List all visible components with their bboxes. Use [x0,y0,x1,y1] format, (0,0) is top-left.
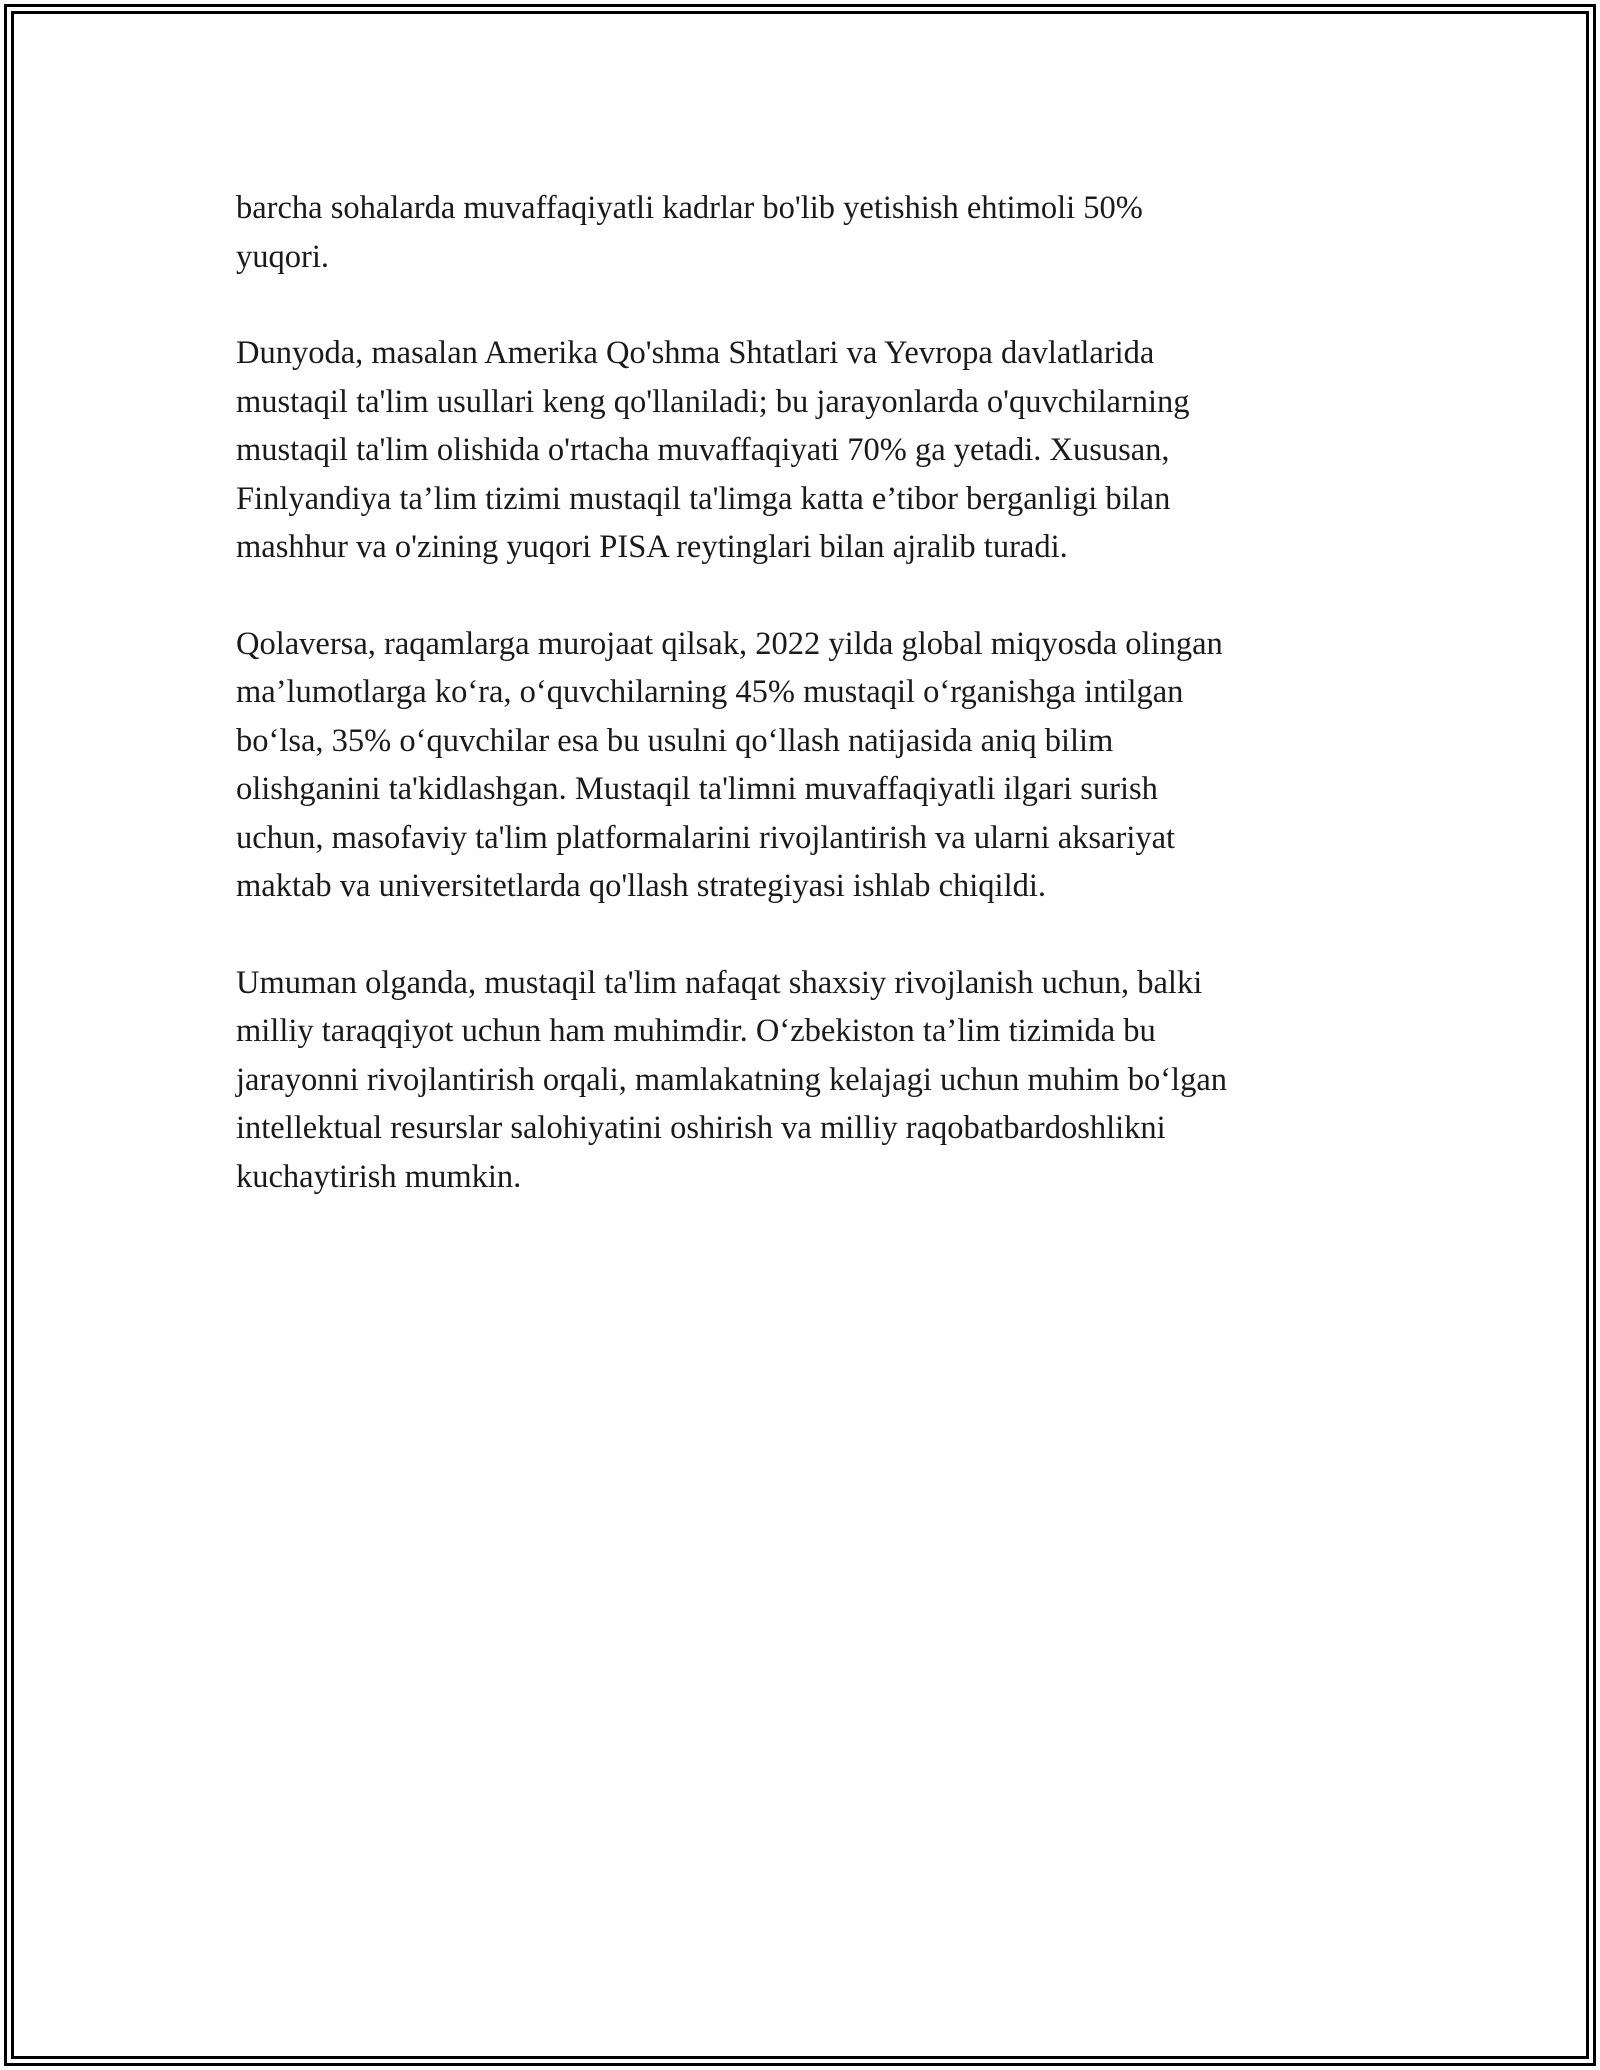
paragraph-2 [236,329,1376,572]
text-line: mustaqil ta'lim olishida o'rtacha muvaffaqiyati 70% ga yetadi. Xususan, [236,432,1170,468]
text-line: maktab va universitetlarda qo'llash strategiyasi ishlab chiqildi. [236,868,1047,904]
text-line: jarayonni rivojlantirish orqali, mamlakatning kelajagi uchun muhim bo‘lgan [236,1061,1228,1098]
text-line: mashhur va o'zining yuqori PISA reytinglari bilan ajralib turadi. [236,529,1068,565]
text-line: bo‘lsa, 35% o‘quvchilar esa bu usulni qo‘llash natijasida aniq bilim [236,722,1114,759]
document-body [236,184,1376,1249]
text-line: barcha sohalarda muvaffaqiyatli kadrlar bo'lib yetishish ehtimoli 50% [236,190,1143,226]
paragraph-1 [236,184,1376,281]
text-line: olishganini ta'kidlashgan. Mustaqil ta'limni muvaffaqiyatli ilgari surish [236,771,1158,807]
text-line: kuchaytirish mumkin. [236,1158,522,1195]
text-line: mustaqil ta'lim usullari keng qo'llaniladi; bu jarayonlarda o'quvchilarning [236,383,1190,420]
text-line: Finlyandiya ta’lim tizimi mustaqil ta'limga katta e’tibor berganligi bilan [236,480,1171,517]
paragraph-4 [236,959,1376,1202]
text-line: Umuman olganda, mustaqil ta'lim nafaqat shaxsiy rivojlanish uchun, balki [236,964,1203,1001]
text-line: Dunyoda, masalan Amerika Qo'shma Shtatlari va Yevropa davlatlarida [236,335,1155,371]
text-line: milliy taraqqiyot uchun ham muhimdir. O‘zbekiston ta’lim tizimida bu [236,1013,1156,1049]
text-line: uchun, masofaviy ta'lim platformalarini rivojlantirish va ularni aksariyat [236,819,1176,856]
text-line: Qolaversa, raqamlarga murojaat qilsak, 2022 yilda global miqyosda olingan [236,625,1223,662]
text-line: yuqori. [236,238,329,275]
paragraph-3 [236,620,1376,911]
text-line: ma’lumotlarga ko‘ra, o‘quvchilarning 45% mustaqil o‘rganishga intilgan [236,674,1184,710]
text-line: intellektual resurslar salohiyatini oshirish va milliy raqobatbardoshlikni [236,1110,1166,1146]
